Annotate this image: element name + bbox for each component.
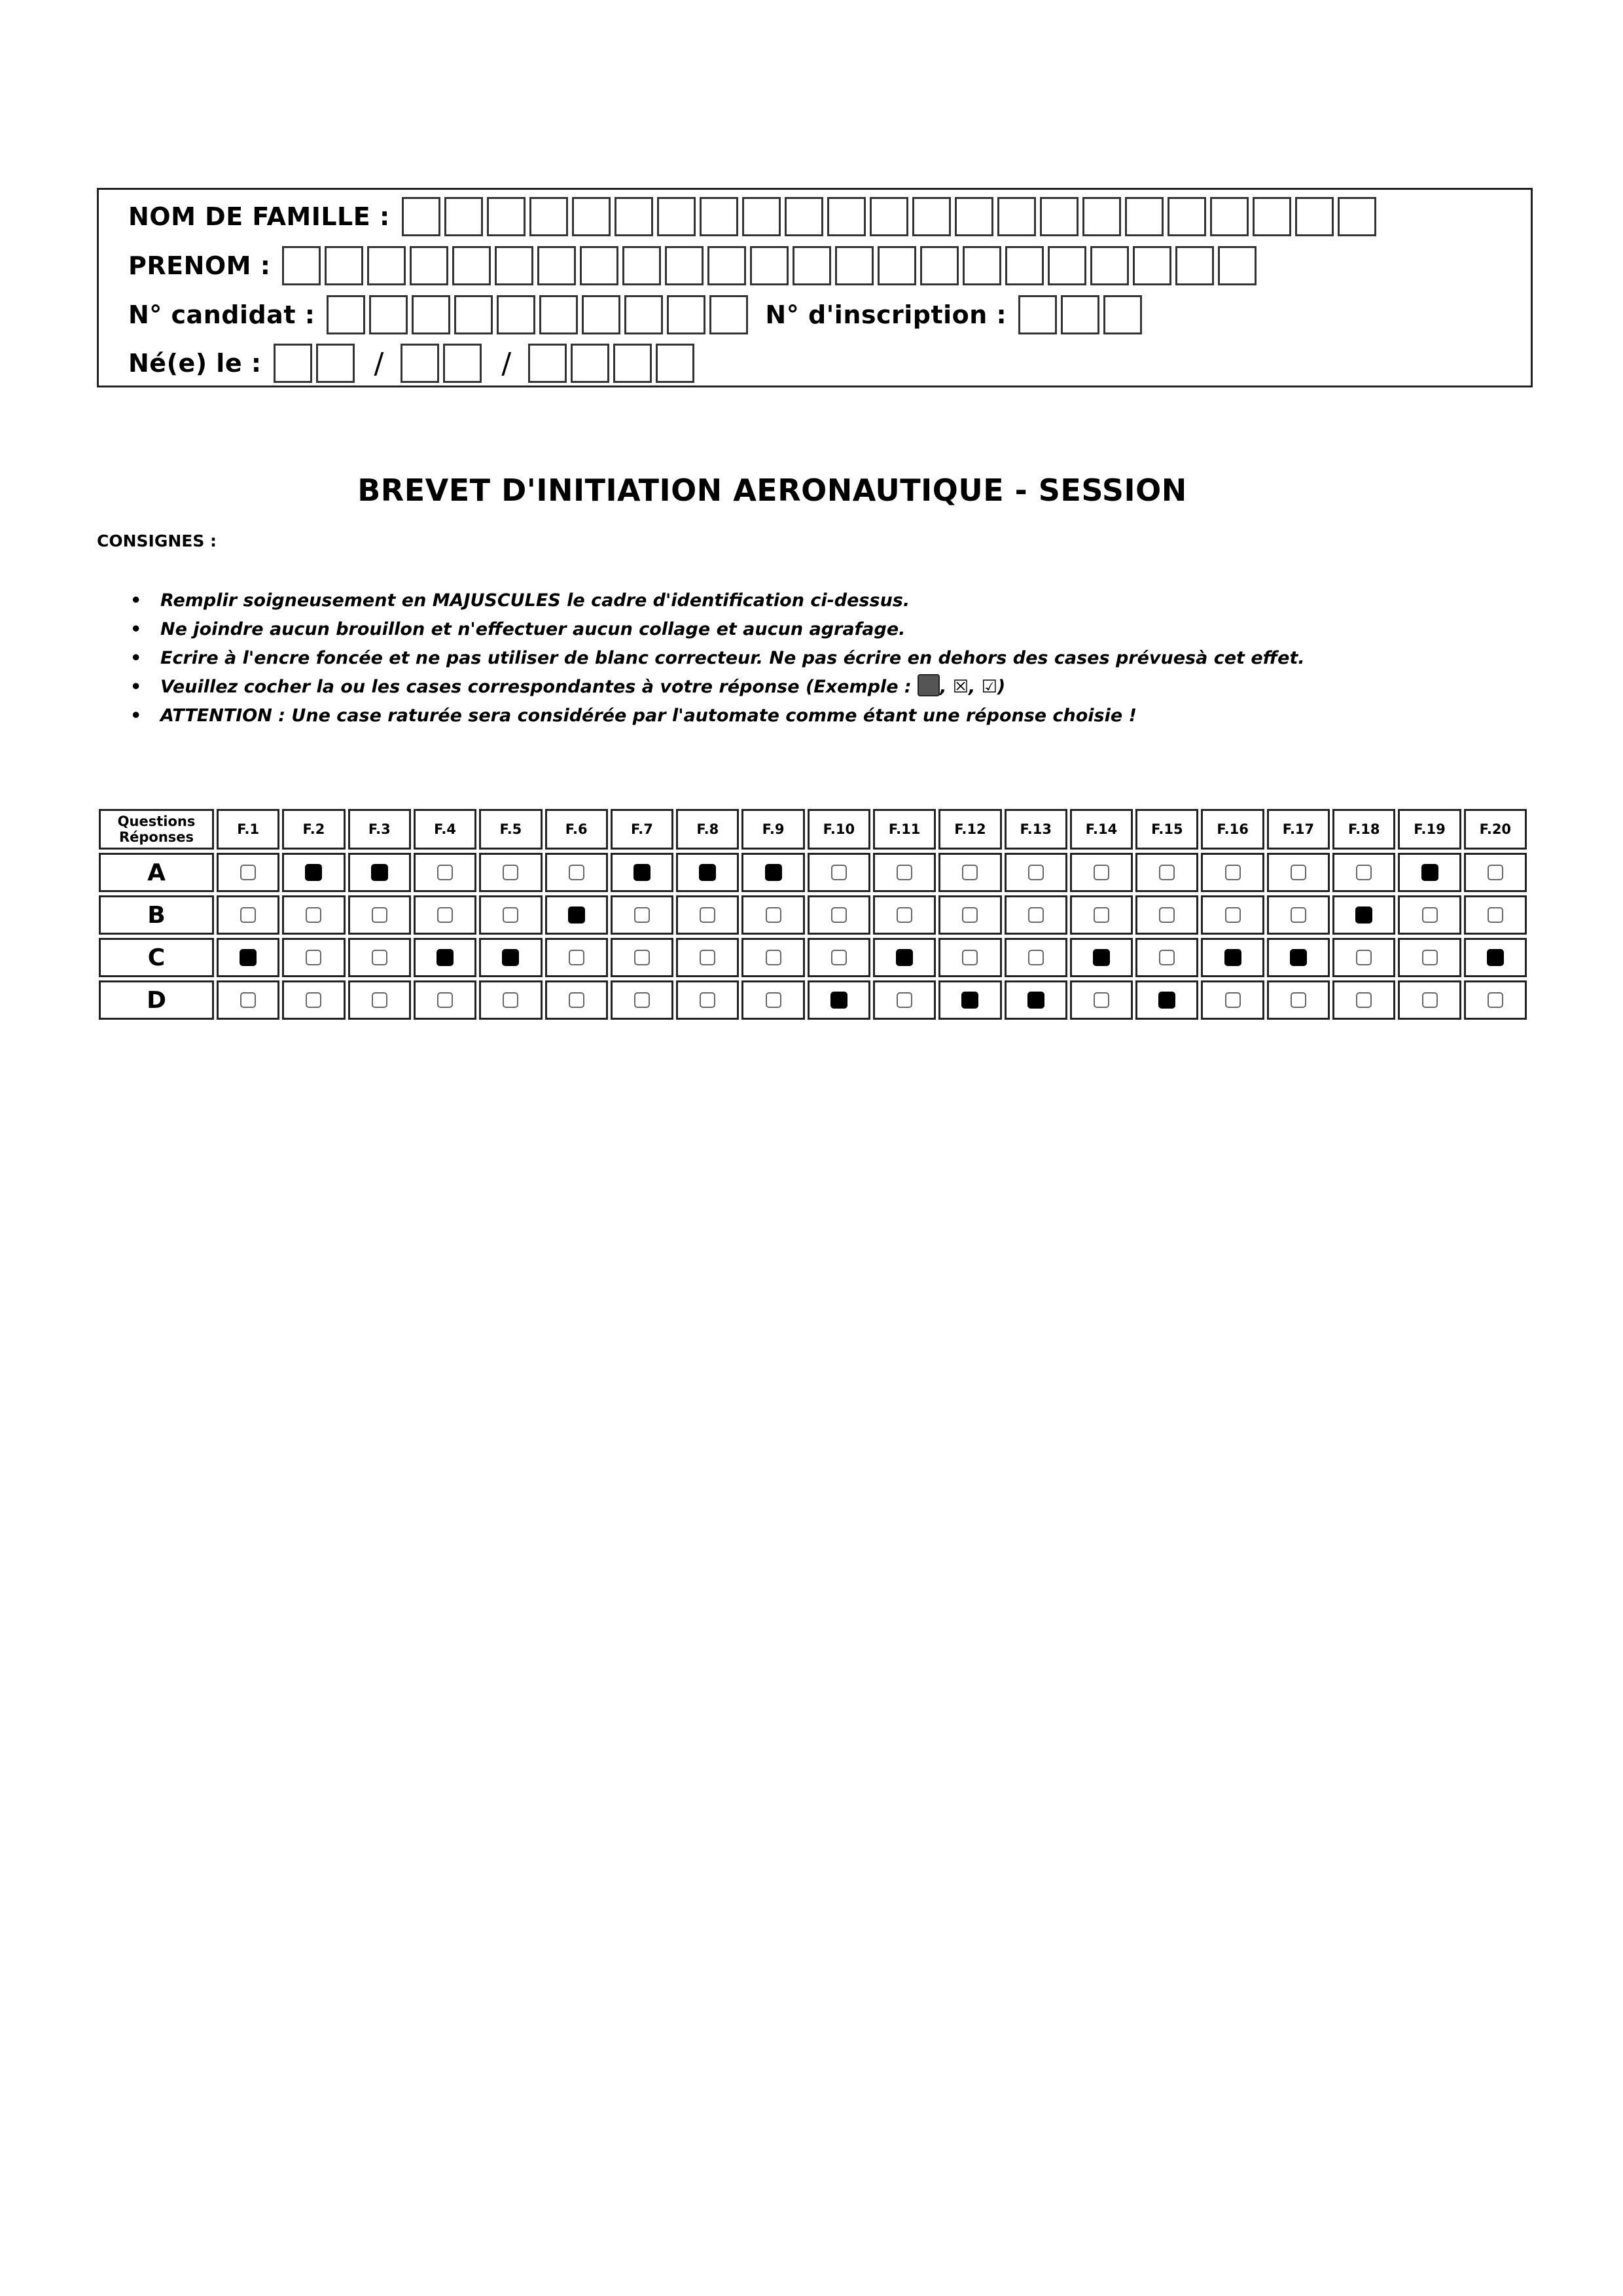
letter-box[interactable] <box>1082 197 1121 236</box>
letter-box[interactable] <box>401 344 439 383</box>
question-header: F.19 <box>1398 809 1461 850</box>
unchecked-box[interactable] <box>240 907 256 923</box>
letter-box[interactable] <box>1048 246 1086 285</box>
letter-box[interactable] <box>571 344 609 383</box>
answer-cell <box>611 938 673 977</box>
letter-box[interactable] <box>870 197 908 236</box>
question-header: F.6 <box>545 809 608 850</box>
grid-corner-header <box>99 809 214 850</box>
answer-cell <box>282 980 345 1020</box>
letter-box[interactable] <box>709 295 748 334</box>
question-header: F.7 <box>611 809 673 850</box>
answer-cell <box>348 895 411 935</box>
answer-cell <box>1135 895 1198 935</box>
answer-row <box>99 980 1529 1020</box>
unchecked-box[interactable] <box>569 865 584 880</box>
question-header: F.16 <box>1201 809 1264 850</box>
letter-box[interactable] <box>742 197 781 236</box>
answer-cell <box>414 853 476 892</box>
answer-cell <box>217 980 279 1020</box>
answer-cell <box>282 853 345 892</box>
question-header: F.9 <box>741 809 804 850</box>
letter-box[interactable] <box>529 197 568 236</box>
answer-cell <box>1005 980 1067 1020</box>
unchecked-box[interactable] <box>1225 992 1241 1008</box>
question-header: F.8 <box>676 809 739 850</box>
instruction-item: • Ecrire à l'encre foncée et ne pas utiliser de blanc correcteur. Ne pas écrire en dehors des cases prévuesà cet effet. <box>128 644 1305 673</box>
letter-box[interactable] <box>572 197 611 236</box>
unchecked-box[interactable] <box>240 865 256 880</box>
instruction-item-example <box>128 673 1305 702</box>
answer-cell <box>1005 938 1067 977</box>
letter-box[interactable] <box>793 246 831 285</box>
answer-label: D <box>99 980 214 1020</box>
checked-box[interactable] <box>830 992 847 1009</box>
unchecked-box[interactable] <box>240 992 256 1008</box>
letter-box[interactable] <box>1040 197 1079 236</box>
letter-box[interactable] <box>580 246 618 285</box>
unchecked-box[interactable] <box>1422 907 1438 923</box>
question-header: F.12 <box>938 809 1001 850</box>
unchecked-box[interactable] <box>1094 992 1109 1008</box>
unchecked-box[interactable] <box>306 950 321 965</box>
nom-row <box>128 195 1380 238</box>
unchecked-box[interactable] <box>1488 992 1503 1008</box>
answer-cell <box>873 853 936 892</box>
unchecked-box[interactable] <box>1225 907 1241 923</box>
answer-cell <box>611 980 673 1020</box>
unchecked-box[interactable] <box>897 865 912 880</box>
answer-label: C <box>99 938 214 977</box>
answer-cell <box>1398 895 1461 935</box>
example-text-before: Veuillez cocher la ou les cases correspondantes à votre réponse (Exemple : <box>160 677 918 697</box>
letter-box[interactable] <box>656 344 694 383</box>
checked-box[interactable] <box>437 949 454 966</box>
letter-box[interactable] <box>1090 246 1129 285</box>
unchecked-box[interactable] <box>1225 865 1241 880</box>
unchecked-box[interactable] <box>831 950 847 965</box>
example-text-after: , ☒, ☑) <box>940 677 1006 697</box>
unchecked-box[interactable] <box>1422 992 1438 1008</box>
letter-box[interactable] <box>665 246 704 285</box>
answer-cell <box>741 895 804 935</box>
unchecked-box[interactable] <box>1356 992 1372 1008</box>
answer-cell <box>1070 853 1133 892</box>
question-header: F.1 <box>217 809 279 850</box>
prenom-row <box>128 244 1260 287</box>
unchecked-box[interactable] <box>634 907 650 923</box>
unchecked-box[interactable] <box>306 992 321 1008</box>
letter-box[interactable] <box>827 197 866 236</box>
checked-box[interactable] <box>1355 906 1372 924</box>
unchecked-box[interactable] <box>962 907 978 923</box>
answer-cell <box>1464 853 1527 892</box>
unchecked-box[interactable] <box>962 950 978 965</box>
header-reponses: Réponses <box>118 829 194 845</box>
letter-box[interactable] <box>327 295 365 334</box>
letter-box[interactable] <box>282 246 321 285</box>
answer-cell <box>808 895 870 935</box>
answer-cell <box>808 938 870 977</box>
inscription-label: N° d'inscription : <box>765 300 1007 329</box>
answer-cell <box>1267 938 1330 977</box>
answer-cell <box>1135 938 1198 977</box>
checked-box[interactable] <box>1224 949 1241 966</box>
letter-box[interactable] <box>443 344 482 383</box>
letter-box[interactable] <box>495 246 533 285</box>
answer-cell <box>873 938 936 977</box>
answer-cell <box>873 895 936 935</box>
question-header: F.18 <box>1332 809 1395 850</box>
letter-box[interactable] <box>622 246 661 285</box>
question-header: F.3 <box>348 809 411 850</box>
unchecked-box[interactable] <box>634 992 650 1008</box>
unchecked-box[interactable] <box>700 950 715 965</box>
checked-box[interactable] <box>1290 949 1307 966</box>
answer-cell <box>348 980 411 1020</box>
letter-box[interactable] <box>1133 246 1171 285</box>
naissance-row <box>128 342 698 385</box>
question-header: F.13 <box>1005 809 1067 850</box>
question-header: F.15 <box>1135 809 1198 850</box>
answer-cell <box>1332 938 1395 977</box>
answer-cell <box>1135 980 1198 1020</box>
answer-cell <box>741 938 804 977</box>
unchecked-box[interactable] <box>372 992 387 1008</box>
letter-box[interactable] <box>1061 295 1099 334</box>
checked-box[interactable] <box>1487 949 1504 966</box>
unchecked-box[interactable] <box>897 907 912 923</box>
answer-cell <box>1201 853 1264 892</box>
letter-box[interactable] <box>1218 246 1257 285</box>
checked-box[interactable] <box>371 864 388 881</box>
answer-grid <box>99 809 1529 1020</box>
unchecked-box[interactable] <box>1028 865 1044 880</box>
unchecked-box[interactable] <box>1291 865 1306 880</box>
checked-box[interactable] <box>1158 992 1175 1009</box>
header-questions: Questions <box>117 814 196 829</box>
question-header: F.2 <box>282 809 345 850</box>
birth-day-cells <box>274 344 359 383</box>
answer-cell <box>545 853 608 892</box>
checked-box[interactable] <box>961 992 978 1009</box>
answer-cell <box>1332 853 1395 892</box>
candidat-row <box>128 293 1146 336</box>
prenom-cells <box>282 246 1260 285</box>
answer-cell <box>1267 895 1330 935</box>
letter-box[interactable] <box>912 197 951 236</box>
checked-box[interactable] <box>502 949 519 966</box>
prenom-label: PRENOM : <box>128 251 271 280</box>
letter-box[interactable] <box>1125 197 1164 236</box>
instruction-item: • Remplir soigneusement en MAJUSCULES le cadre d'identification ci-dessus. <box>128 586 1305 615</box>
unchecked-box[interactable] <box>503 907 518 923</box>
answer-cell <box>808 980 870 1020</box>
answer-cell <box>676 895 739 935</box>
birth-month-cells <box>401 344 486 383</box>
unchecked-box[interactable] <box>437 992 453 1008</box>
unchecked-box[interactable] <box>1488 865 1503 880</box>
checked-box[interactable] <box>305 864 322 881</box>
answer-cell <box>1267 980 1330 1020</box>
nom-cells <box>402 197 1380 236</box>
answer-label: B <box>99 895 214 935</box>
unchecked-box[interactable] <box>1094 907 1109 923</box>
letter-box[interactable] <box>316 344 355 383</box>
answer-label: A <box>99 853 214 892</box>
unchecked-box[interactable] <box>1159 950 1175 965</box>
answer-cell <box>1398 853 1461 892</box>
answer-cell <box>741 980 804 1020</box>
question-header: F.5 <box>479 809 542 850</box>
letter-box[interactable] <box>1018 295 1057 334</box>
answer-cell <box>1070 895 1133 935</box>
answer-cell <box>1201 938 1264 977</box>
unchecked-box[interactable] <box>569 950 584 965</box>
letter-box[interactable] <box>274 344 312 383</box>
answer-cell <box>348 938 411 977</box>
letter-box[interactable] <box>707 246 746 285</box>
unchecked-box[interactable] <box>831 865 847 880</box>
unchecked-box[interactable] <box>1291 992 1306 1008</box>
naissance-label: Né(e) le : <box>128 349 262 378</box>
answer-cell <box>741 853 804 892</box>
letter-box[interactable] <box>1210 197 1249 236</box>
answer-row <box>99 938 1529 977</box>
answer-cell <box>1464 980 1527 1020</box>
candidat-label: N° candidat : <box>128 300 315 329</box>
answer-cell <box>479 980 542 1020</box>
letter-box[interactable] <box>487 197 526 236</box>
checked-box[interactable] <box>240 949 257 966</box>
checked-box[interactable] <box>1027 992 1044 1009</box>
answer-cell <box>1332 895 1395 935</box>
answer-cell <box>676 980 739 1020</box>
inscription-cells <box>1018 295 1146 334</box>
answer-cell <box>938 938 1001 977</box>
question-header: F.17 <box>1267 809 1330 850</box>
answer-cell <box>873 980 936 1020</box>
answer-cell <box>1332 980 1395 1020</box>
answer-cell <box>676 853 739 892</box>
letter-box[interactable] <box>369 295 408 334</box>
answer-cell <box>938 853 1001 892</box>
letter-box[interactable] <box>1253 197 1291 236</box>
unchecked-box[interactable] <box>1356 950 1372 965</box>
unchecked-box[interactable] <box>897 992 912 1008</box>
checked-box[interactable] <box>896 949 913 966</box>
answer-cell <box>611 895 673 935</box>
letter-box[interactable] <box>657 197 696 236</box>
answer-cell <box>1070 938 1133 977</box>
letter-box[interactable] <box>667 295 705 334</box>
answer-cell <box>676 938 739 977</box>
unchecked-box[interactable] <box>1488 907 1503 923</box>
letter-box[interactable] <box>454 295 493 334</box>
answer-cell <box>217 853 279 892</box>
question-header: F.10 <box>808 809 870 850</box>
answer-cell <box>282 895 345 935</box>
unchecked-box[interactable] <box>634 950 650 965</box>
unchecked-box[interactable] <box>1291 907 1306 923</box>
letter-box[interactable] <box>325 246 363 285</box>
unchecked-box[interactable] <box>503 992 518 1008</box>
unchecked-box[interactable] <box>766 907 781 923</box>
checked-box[interactable] <box>568 906 585 924</box>
date-separator: / <box>501 346 512 380</box>
letter-box[interactable] <box>750 246 789 285</box>
answer-cell <box>1201 895 1264 935</box>
unchecked-box[interactable] <box>1159 907 1175 923</box>
answer-cell <box>545 938 608 977</box>
question-header: F.20 <box>1464 809 1527 850</box>
unchecked-box[interactable] <box>437 907 453 923</box>
letter-box[interactable] <box>412 295 450 334</box>
answer-cell <box>1201 980 1264 1020</box>
letter-box[interactable] <box>537 246 576 285</box>
answer-cell <box>611 853 673 892</box>
answer-row <box>99 895 1529 935</box>
letter-box[interactable] <box>410 246 448 285</box>
letter-box[interactable] <box>539 295 578 334</box>
answer-cell <box>1070 980 1133 1020</box>
letter-box[interactable] <box>1005 246 1044 285</box>
question-header: F.14 <box>1070 809 1133 850</box>
answer-cell <box>1005 895 1067 935</box>
letter-box[interactable] <box>920 246 959 285</box>
unchecked-box[interactable] <box>569 992 584 1008</box>
unchecked-box[interactable] <box>1028 907 1044 923</box>
unchecked-box[interactable] <box>503 865 518 880</box>
answer-cell <box>414 895 476 935</box>
letter-box[interactable] <box>367 246 406 285</box>
letter-box[interactable] <box>1175 246 1214 285</box>
answer-cell <box>414 980 476 1020</box>
unchecked-box[interactable] <box>1422 950 1438 965</box>
checked-box[interactable] <box>699 864 716 881</box>
letter-box[interactable] <box>963 246 1001 285</box>
identification-frame <box>97 188 1533 387</box>
answer-cell <box>217 938 279 977</box>
instructions-list <box>128 586 1305 730</box>
question-header: F.11 <box>873 809 936 850</box>
answer-cell <box>1398 938 1461 977</box>
letter-box[interactable] <box>1103 295 1142 334</box>
unchecked-box[interactable] <box>831 907 847 923</box>
letter-box[interactable] <box>1338 197 1376 236</box>
letter-box[interactable] <box>878 246 916 285</box>
letter-box[interactable] <box>613 344 652 383</box>
answer-cell <box>545 895 608 935</box>
unchecked-box[interactable] <box>306 907 321 923</box>
unchecked-box[interactable] <box>766 950 781 965</box>
date-separator: / <box>374 346 384 380</box>
letter-box[interactable] <box>624 295 663 334</box>
answer-cell <box>1135 853 1198 892</box>
checked-box[interactable] <box>1421 864 1438 881</box>
unchecked-box[interactable] <box>1028 950 1044 965</box>
answer-cell <box>1398 980 1461 1020</box>
candidat-cells <box>327 295 752 334</box>
unchecked-box[interactable] <box>437 865 453 880</box>
consignes-label: CONSIGNES : <box>97 531 217 550</box>
page-title: BREVET D'INITIATION AERONAUTIQUE - SESSION <box>357 473 1187 508</box>
checked-box[interactable] <box>1093 949 1110 966</box>
unchecked-box[interactable] <box>766 992 781 1008</box>
filled-box-example-icon <box>918 674 940 696</box>
unchecked-box[interactable] <box>372 950 387 965</box>
letter-box[interactable] <box>452 246 491 285</box>
checked-box[interactable] <box>765 864 782 881</box>
letter-box[interactable] <box>835 246 874 285</box>
letter-box[interactable] <box>1295 197 1334 236</box>
unchecked-box[interactable] <box>372 907 387 923</box>
letter-box[interactable] <box>700 197 738 236</box>
answer-cell <box>479 895 542 935</box>
answer-cell <box>479 853 542 892</box>
answer-cell <box>1464 938 1527 977</box>
letter-box[interactable] <box>444 197 483 236</box>
checked-box[interactable] <box>633 864 651 881</box>
letter-box[interactable] <box>955 197 993 236</box>
answer-cell <box>545 980 608 1020</box>
letter-box[interactable] <box>402 197 440 236</box>
unchecked-box[interactable] <box>1356 865 1372 880</box>
instruction-item: • Ne joindre aucun brouillon et n'effectuer aucun collage et aucun agrafage. <box>128 615 1305 644</box>
instruction-item: • ATTENTION : Une case raturée sera considérée par l'automate comme étant une réponse choisie ! <box>128 702 1305 730</box>
letter-box[interactable] <box>997 197 1036 236</box>
answer-cell <box>414 938 476 977</box>
birth-year-cells <box>528 344 698 383</box>
unchecked-box[interactable] <box>700 907 715 923</box>
answer-cell <box>348 853 411 892</box>
unchecked-box[interactable] <box>962 865 978 880</box>
letter-box[interactable] <box>785 197 823 236</box>
answer-row <box>99 853 1529 892</box>
letter-box[interactable] <box>582 295 620 334</box>
answer-cell <box>1464 895 1527 935</box>
answer-cell <box>938 980 1001 1020</box>
answer-cell <box>808 853 870 892</box>
unchecked-box[interactable] <box>700 992 715 1008</box>
answer-cell <box>282 938 345 977</box>
answer-cell <box>217 895 279 935</box>
unchecked-box[interactable] <box>1159 865 1175 880</box>
unchecked-box[interactable] <box>1094 865 1109 880</box>
letter-box[interactable] <box>1168 197 1206 236</box>
answer-cell <box>938 895 1001 935</box>
letter-box[interactable] <box>497 295 535 334</box>
nom-label: NOM DE FAMILLE : <box>128 202 390 231</box>
answer-cell <box>479 938 542 977</box>
letter-box[interactable] <box>528 344 567 383</box>
grid-header-row <box>99 809 1529 850</box>
question-header: F.4 <box>414 809 476 850</box>
answer-cell <box>1005 853 1067 892</box>
letter-box[interactable] <box>615 197 653 236</box>
answer-cell <box>1267 853 1330 892</box>
